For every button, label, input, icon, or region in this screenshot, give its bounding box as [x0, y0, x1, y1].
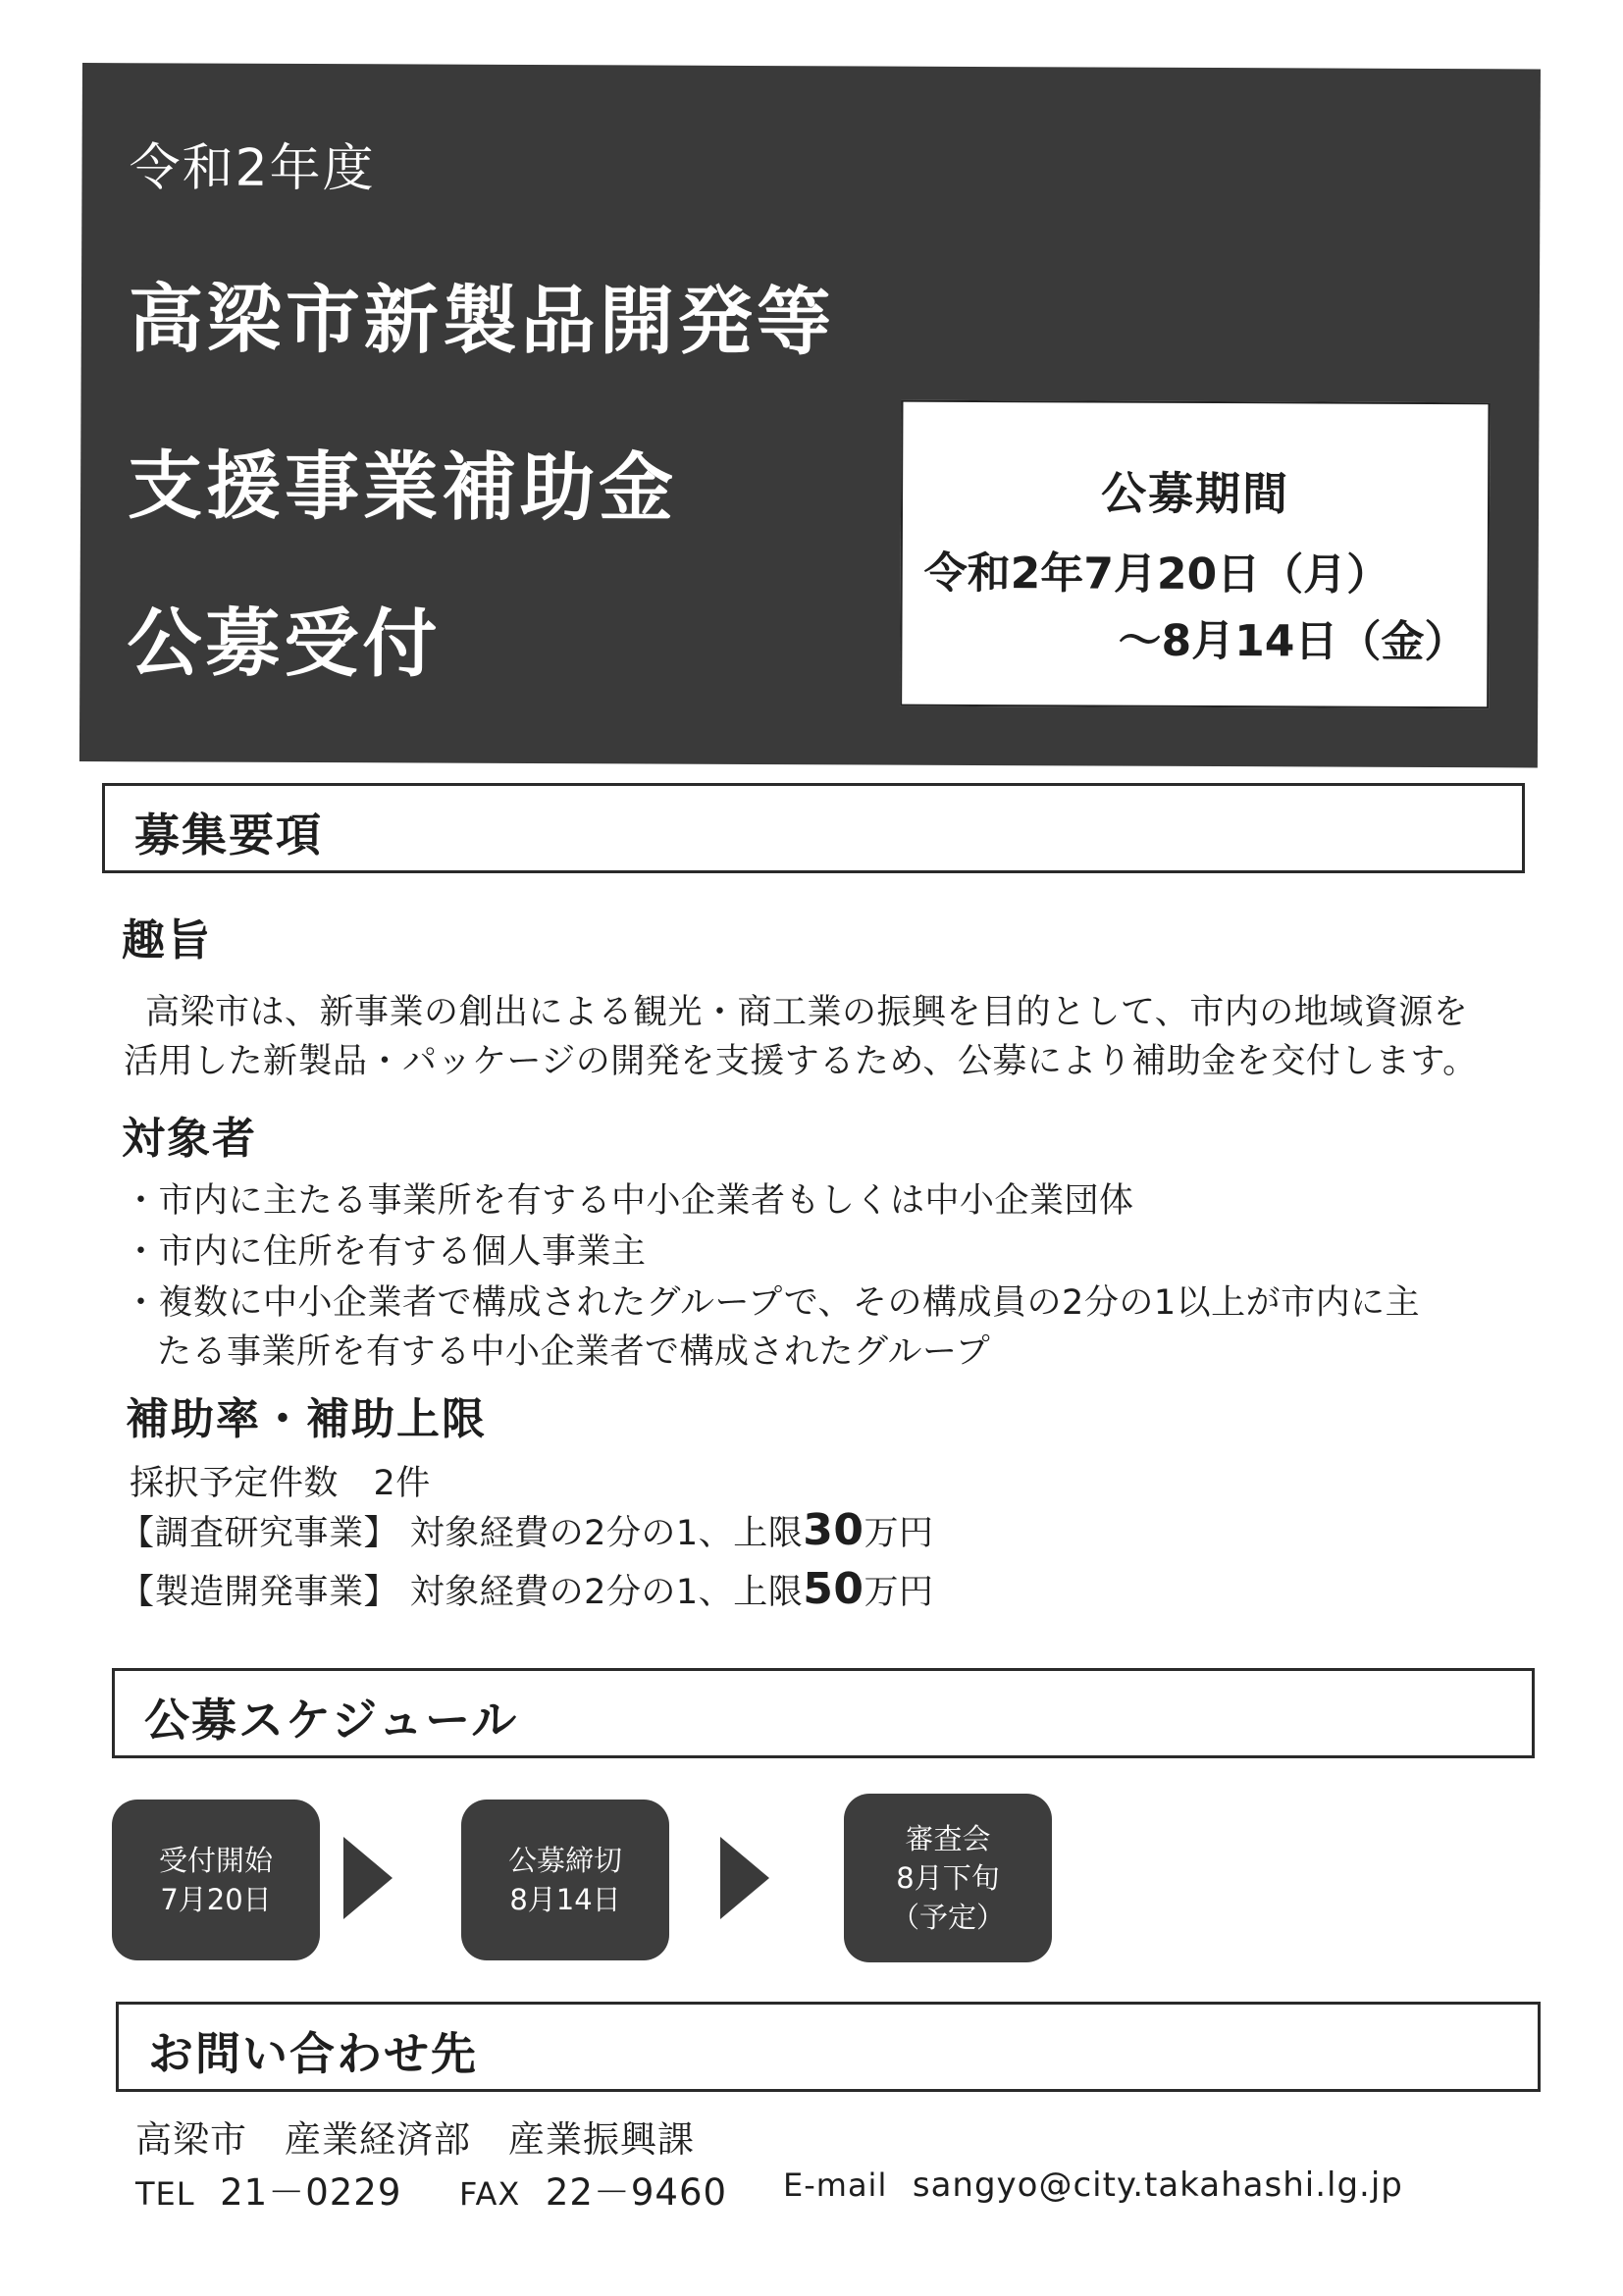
contact-fax-line [459, 2163, 727, 2216]
step-start-title: 受付開始 [158, 1844, 273, 1877]
step-start-date: 7月20日 [160, 1883, 272, 1916]
period-end: ～8月14日（金） [1118, 615, 1468, 668]
application-period-box [900, 400, 1490, 709]
section-contact-heading: お問い合わせ先 [148, 2027, 478, 2080]
section-contact [116, 2002, 1541, 2092]
manufacturing-project-line [120, 1564, 933, 1614]
step-review-note: （予定） [890, 1901, 1005, 1934]
manufacturing-project-text: 対象経費の2分の1、上限 [409, 1573, 804, 1612]
header-banner [79, 63, 1541, 767]
eligibility-line-4: たる事業所を有する中小企業者で構成されたグループ [157, 1332, 991, 1372]
arrow-right-icon [720, 1837, 769, 1919]
research-project-line [120, 1505, 933, 1555]
eligibility-line-1: ・市内に主たる事業所を有する中小企業者もしくは中小企業団体 [124, 1181, 1134, 1221]
manufacturing-project-amount: 50 [803, 1564, 864, 1614]
subsidy-heading: 補助率・補助上限 [126, 1394, 487, 1444]
period-start: 令和2年7月20日（月） [923, 548, 1390, 600]
manufacturing-project-label: 【製造開発事業】 [120, 1573, 399, 1612]
eligibility-heading: 対象者 [122, 1114, 257, 1164]
section-schedule-heading: 公募スケジュール [144, 1694, 519, 1747]
purpose-line-2: 活用した新製品・パッケージの開発を支援するため、公募により補助金を交付します。 [124, 1042, 1478, 1081]
research-project-text: 対象経費の2分の1、上限 [409, 1514, 804, 1553]
contact-tel-line [135, 2163, 401, 2216]
schedule-step-start [112, 1800, 320, 1960]
contact-email-line [783, 2163, 1403, 2205]
fax-label: FAX [459, 2175, 521, 2213]
step-review-title: 審査会 [905, 1822, 991, 1855]
fax-number: 22－9460 [545, 2171, 728, 2214]
purpose-heading: 趣旨 [122, 915, 212, 965]
arrow-right-icon [343, 1837, 393, 1919]
step-deadline-title: 公募締切 [507, 1844, 622, 1877]
title-line-2: 支援事業補助金 [127, 442, 678, 532]
section-schedule [112, 1668, 1535, 1758]
schedule-step-deadline [461, 1800, 669, 1960]
email-label: E-mail [783, 2166, 888, 2204]
planned-count: 採択予定件数 2件 [130, 1464, 431, 1503]
manufacturing-project-unit: 万円 [864, 1573, 934, 1612]
email-address: sangyo@city.takahashi.lg.jp [912, 2166, 1403, 2205]
research-project-unit: 万円 [864, 1514, 934, 1553]
research-project-amount: 30 [803, 1505, 864, 1555]
tel-label: TEL [135, 2175, 195, 2213]
section-guidelines [102, 783, 1525, 873]
fiscal-year: 令和2年度 [129, 138, 376, 199]
eligibility-line-3: ・複数に中小企業者で構成されたグループで、その構成員の2分の1以上が市内に主 [124, 1283, 1421, 1323]
period-label: 公募期間 [1100, 466, 1290, 521]
schedule-step-review [844, 1794, 1052, 1962]
purpose-line-1: 高梁市は、新事業の創出による観光・商工業の振興を目的として、市内の地域資源を [145, 993, 1469, 1032]
research-project-label: 【調査研究事業】 [120, 1514, 399, 1553]
title-line-3: 公募受付 [127, 599, 442, 688]
tel-number: 21－0229 [220, 2171, 402, 2214]
title-line-1: 高梁市新製品開発等 [128, 275, 836, 366]
eligibility-line-2: ・市内に住所を有する個人事業主 [124, 1232, 647, 1272]
step-deadline-date: 8月14日 [509, 1883, 621, 1916]
contact-department: 高梁市 産業経済部 産業振興課 [135, 2118, 695, 2161]
section-guidelines-heading: 募集要項 [134, 809, 323, 861]
step-review-date: 8月下旬 [896, 1861, 1000, 1895]
